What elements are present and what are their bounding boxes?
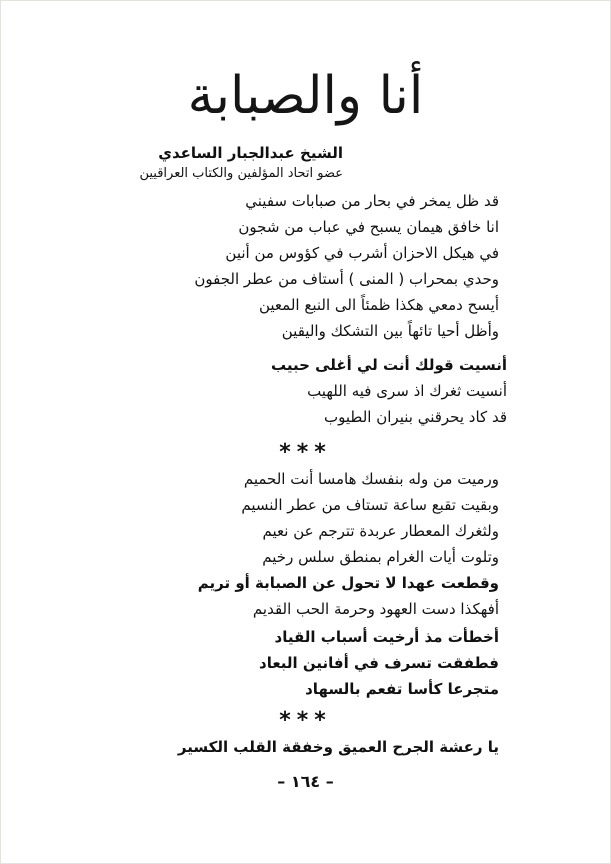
verse-line: وقطعت عهدا لا تحول عن الصبابة أو تريم <box>197 574 499 592</box>
verse-line: فطفقت تسرف في أفانين البعاد <box>259 654 499 672</box>
stanza-separator: *** <box>279 440 332 465</box>
verse-line: ولثغرك المعطار عربدة تترجم عن نعيم <box>262 522 499 540</box>
verse-line: أنسيت قولك أنت لي أغلى حبيب <box>270 356 507 374</box>
stanza-4 <box>259 624 499 702</box>
author-affiliation: عضو اتحاد المؤلفين والكتاب العراقيين <box>139 166 343 181</box>
verse-line: قد كاد يحرقني بنيران الطيوب <box>324 408 507 426</box>
stanza-3 <box>198 466 499 622</box>
poem-title: أنا والصبابة <box>187 66 424 126</box>
verse-line: في هيكل الاحزان أشرب في كؤوس من أنين <box>225 244 499 262</box>
verse-line: متجرعا كأسا تفعم بالسهاد <box>305 680 499 698</box>
stanza-5 <box>178 734 499 760</box>
stanza-2 <box>271 352 507 430</box>
verse-line: وتلوت أيات الغرام بمنطق سلس رخيم <box>262 548 499 566</box>
verse-line: وأظل أحيا تائهاً بين التشكك واليقين <box>281 322 499 340</box>
verse-line: انا خافق هيمان يسبح في عباب من شجون <box>238 218 499 236</box>
verse-line: وحدي بمحراب ( المنى ) أستاف من عطر الجفون <box>194 270 499 288</box>
verse-line: وبقيت تقبع ساعة تستاف من عطر النسيم <box>241 496 499 514</box>
stanza-1 <box>194 188 499 344</box>
verse-line: أيسح دمعي هكذا ظمئاً الى النبع المعين <box>258 296 499 314</box>
stanza-separator: *** <box>279 708 332 733</box>
verse-line: أفهكذا دست العهود وحرمة الحب القديم <box>252 600 499 618</box>
verse-line: قد ظل يمخر في بحار من صبابات سفيني <box>245 192 499 210</box>
verse-line: أنسيت ثغرك اذ سرى فيه اللهيب <box>307 382 507 400</box>
author-name: الشيخ عبدالجبار الساعدي <box>158 144 343 162</box>
verse-line: ورميت من وله بنفسك هامسا أنت الحميم <box>243 470 499 488</box>
verse-line: يا رعشة الجرح العميق وخفقة القلب الكسير <box>177 738 499 756</box>
page-number: – ١٦٤ – <box>277 772 334 791</box>
verse-line: أخطأت مذ أرخيت أسباب القياد <box>274 628 499 646</box>
